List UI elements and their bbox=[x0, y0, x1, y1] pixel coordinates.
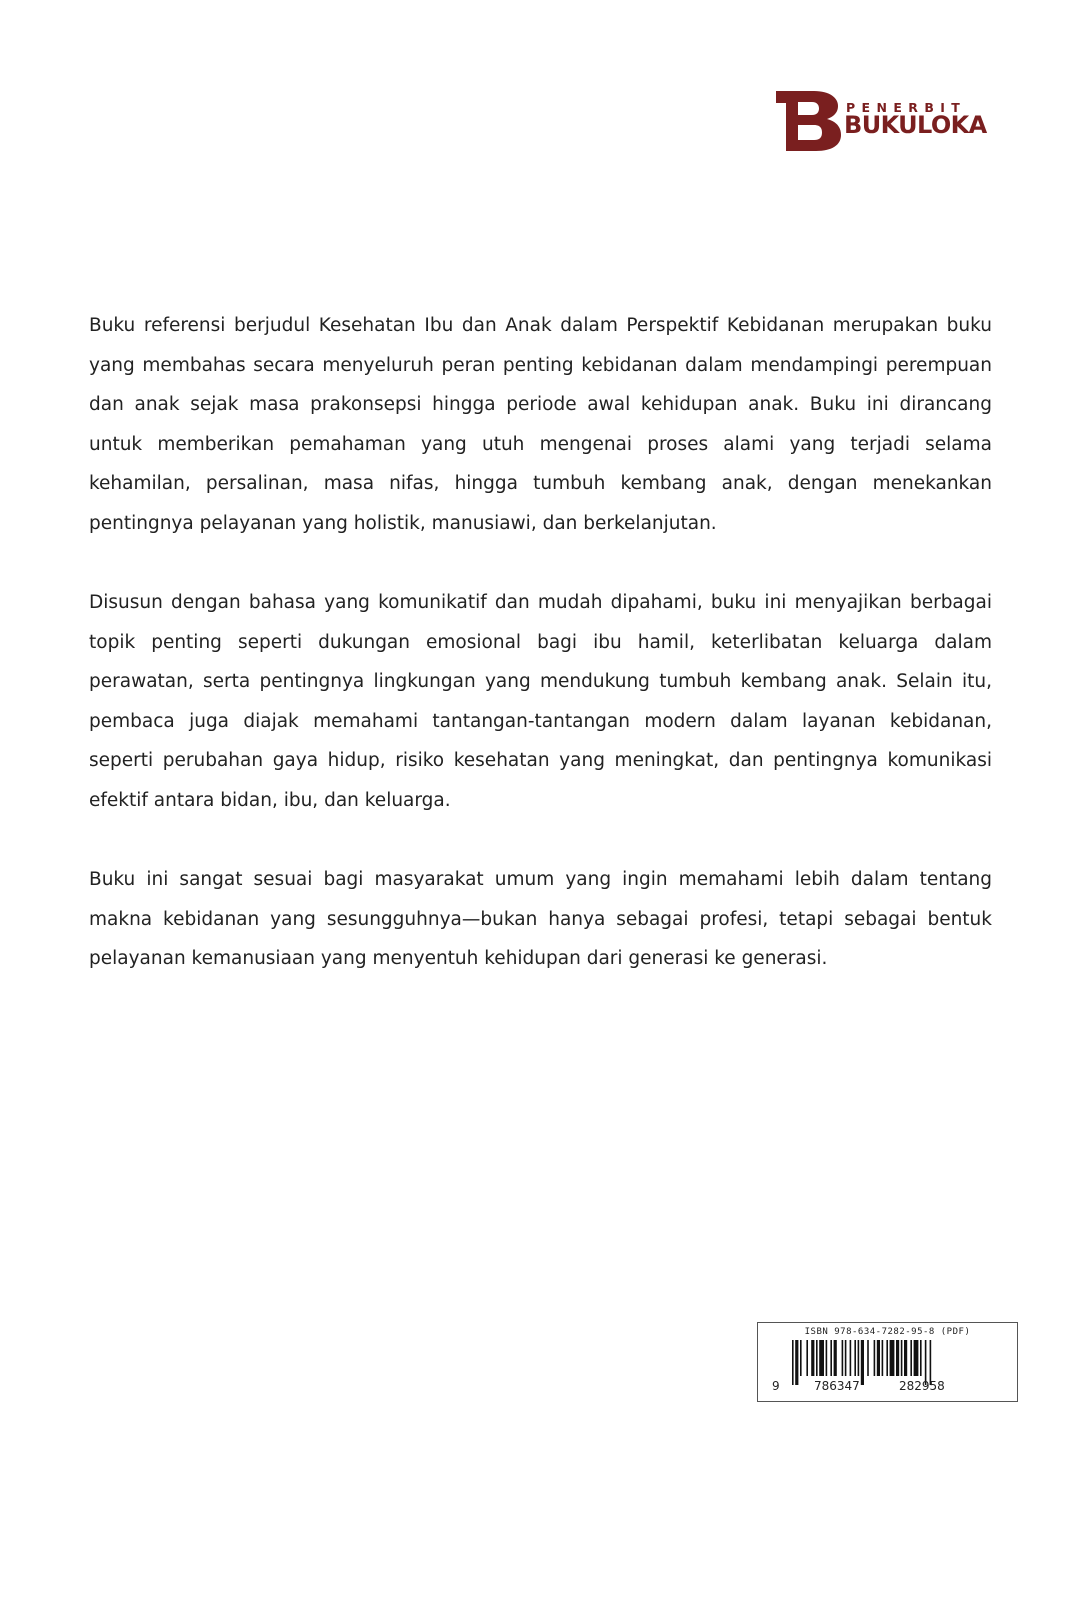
barcode-bar bbox=[877, 1340, 880, 1376]
barcode-bar bbox=[819, 1340, 824, 1376]
barcode-bar bbox=[867, 1340, 869, 1376]
barcode-bar bbox=[901, 1340, 903, 1376]
barcode-bar bbox=[792, 1340, 794, 1385]
publisher-b-mark-icon bbox=[776, 91, 842, 151]
barcode-bar bbox=[830, 1340, 832, 1376]
barcode-digits-right: 282958 bbox=[899, 1379, 945, 1393]
publisher-name: BUKULOKA bbox=[844, 111, 987, 139]
barcode-bar bbox=[910, 1340, 912, 1376]
barcode-bar bbox=[800, 1340, 802, 1376]
isbn-number: ISBN 978-634-7282-95-8 (PDF) bbox=[804, 1327, 971, 1337]
publisher-label: PENERBIT bbox=[846, 100, 967, 115]
isbn-barcode bbox=[757, 1322, 1018, 1402]
barcode-bar bbox=[882, 1340, 884, 1376]
barcode-bar bbox=[854, 1340, 856, 1376]
barcode-bar bbox=[834, 1340, 837, 1376]
blurb-paragraph-2: Disusun dengan bahasa yang komunikatif dan mudah dipahami, buku ini menyajikan berbagai topik penting seperti dukungan emosional bagi ibu hamil, keterlibatan keluarga dalam perawatan, serta pentingnya lingkungan yang mendukung tumbuh kembang anak. Selain itu, pembaca juga diajak memahami tantangan-tantangan modern dalam layanan kebidanan, seperti perubahan gaya hidup, risiko kesehatan yang meningkat, dan pentingnya komunikasi efektif antara bidan, ibu, dan keluarga. bbox=[89, 592, 992, 811]
barcode-bar bbox=[914, 1340, 919, 1376]
barcode-bar bbox=[850, 1340, 852, 1376]
barcode-bar bbox=[845, 1340, 847, 1376]
barcode-bar bbox=[795, 1340, 798, 1385]
blurb bbox=[89, 306, 992, 1019]
barcode-bar bbox=[811, 1340, 814, 1376]
barcode-digits-left: 786347 bbox=[814, 1379, 860, 1393]
barcode-bar bbox=[920, 1340, 922, 1376]
blurb-paragraph-3: Buku ini sangat sesuai bagi masyarakat umum yang ingin memahami lebih dalam tentang makna kebidanan yang sesungguhnya—bukan hanya sebagai profesi, tetapi sebagai bentuk pelayanan kemanusiaan yang menyentuh kehidupan dari generasi ke generasi. bbox=[89, 869, 992, 969]
publisher-logo bbox=[776, 91, 998, 151]
barcode-bar bbox=[806, 1340, 808, 1376]
barcode-bar bbox=[896, 1340, 899, 1376]
barcode-bar bbox=[842, 1340, 844, 1376]
barcode-bar bbox=[904, 1340, 907, 1376]
barcode-bar bbox=[886, 1340, 888, 1376]
barcode-bar bbox=[861, 1340, 864, 1385]
barcode-bar bbox=[890, 1340, 895, 1376]
barcode-bar bbox=[816, 1340, 818, 1376]
blurb-paragraph-1: Buku referensi berjudul Kesehatan Ibu dan Anak dalam Perspektif Kebidanan merupakan buku yang membahas secara menyeluruh peran penting kebidanan dalam mendampingi perempuan dan anak sejak masa prakonsepsi hingga periode awal kehidupan anak. Buku ini dirancang untuk memberikan pemahaman yang utuh mengenai proses alami yang terjadi selama kehamilan, persalinan, masa nifas, hingga tumbuh kembang anak, dengan menekankan pentingnya pelayanan yang holistik, manusiawi, dan berkelanjutan. bbox=[89, 315, 992, 534]
barcode-digit-first: 9 bbox=[772, 1379, 780, 1393]
barcode-bar bbox=[858, 1340, 860, 1376]
barcode-bar bbox=[826, 1340, 828, 1376]
barcode-bar bbox=[874, 1340, 876, 1376]
